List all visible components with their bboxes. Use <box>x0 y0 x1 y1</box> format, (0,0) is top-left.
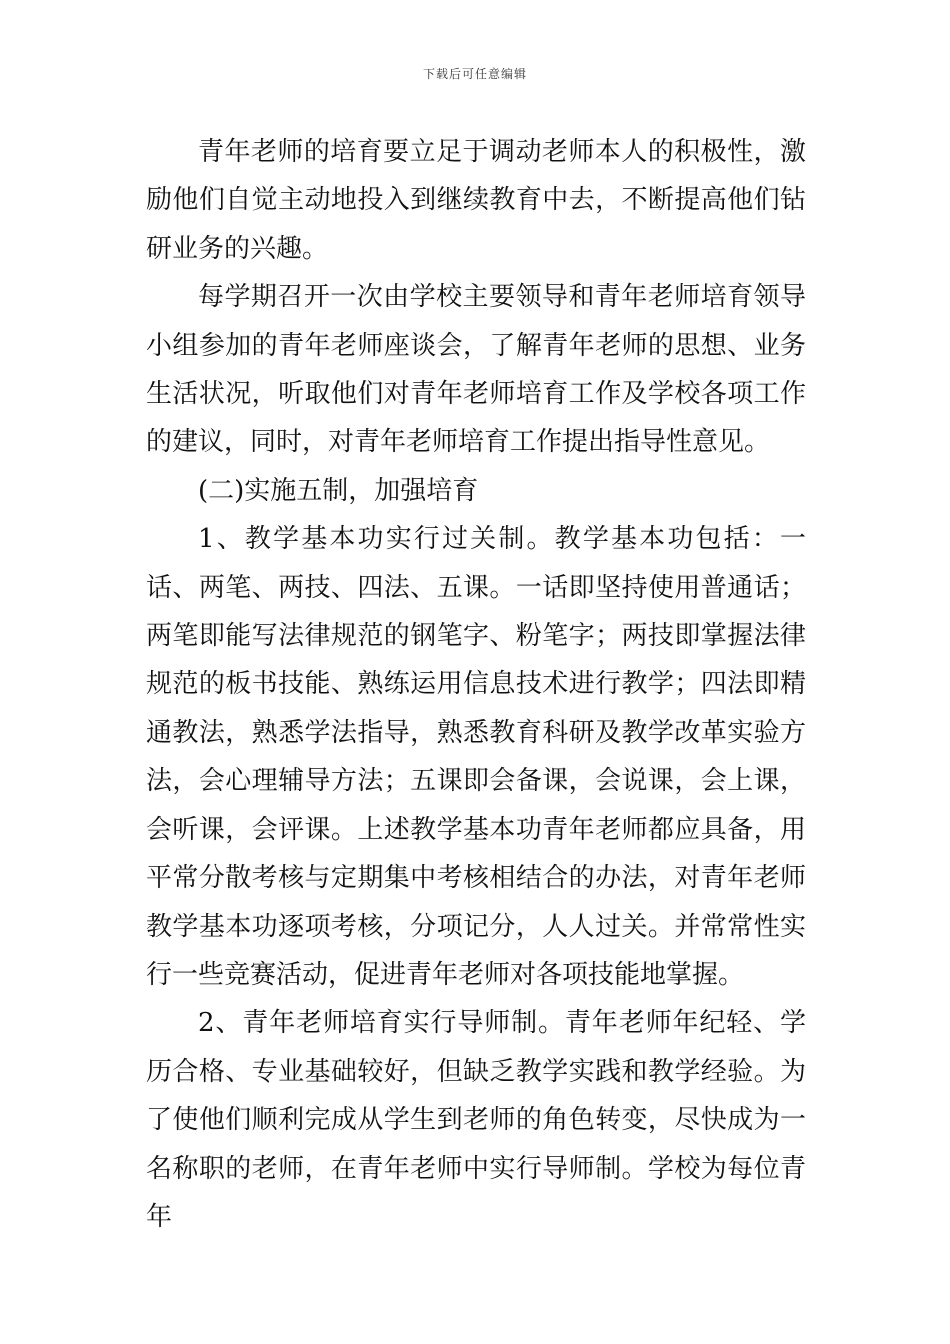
section-heading-five-systems: (二)实施五制，加强培育 <box>198 475 479 506</box>
paragraph-teacher-motivation: 青年老师的培育要立足于调动老师本人的积极性，激励他们自觉主动地投入到继续教育中去，不断提高他们钻研业务的兴趣。 <box>146 137 806 264</box>
paragraph-symposium: 每学期召开一次由学校主要领导和青年老师培育领导小组参加的青年老师座谈会，了解青年老师的思想、业务生活状况，听取他们对青年老师培育工作及学校各项工作的建议，同时，对青年老师培育工作提出指导性意见。 <box>146 282 806 458</box>
page-header-note: 下载后可任意编辑 <box>422 67 527 81</box>
document-body <box>146 128 806 1241</box>
paragraph-mentor-system: 2、青年老师培育实行导师制。青年老师年纪轻、学历合格、专业基础较好，但缺乏教学实践和教学经验。为了使他们顺利完成从学生到老师的角色转变，尽快成为一名称职的老师，在青年老师中实行导师制。学校为每位青年 <box>146 1008 806 1232</box>
paragraph-basic-skills: 1、教学基本功实行过关制。教学基本功包括：一话、两笔、两技、四法、五课。一话即坚持使用普通话；两笔即能写法律规范的钢笔字、粉笔字；两技即掌握法律规范的板书技能、熟练运用信息技术进行教学；四法即精通教法，熟悉学法指导，熟悉教育科研及教学改革实验方法，会心理辅导方法；五课即会备课，会说课，会上课，会听课，会评课。上述教学基本功青年老师都应具备，用平常分散考核与定期集中考核相结合的办法，对青年老师教学基本功逐项考核，分项记分，人人过关。并常常性实行一些竞赛活动，促进青年老师对各项技能地掌握。 <box>146 524 806 990</box>
